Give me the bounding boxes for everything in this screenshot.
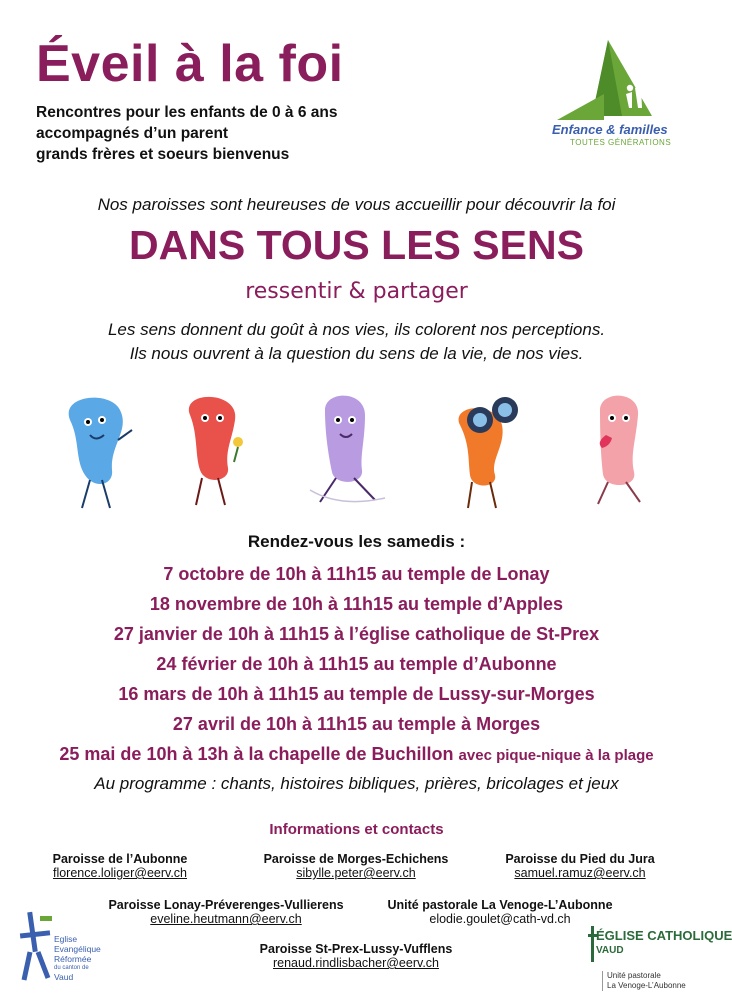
logo-line: TOUTES GÉNÉRATIONS: [570, 138, 672, 147]
eye-character-icon: [459, 397, 518, 508]
cath-line: La Venoge-L’Aubonne: [607, 981, 686, 990]
eerv-text: [54, 934, 101, 982]
subtitle-line: grands frères et soeurs bienvenus: [36, 146, 290, 163]
eerv-logo: [18, 908, 128, 998]
contact-email-link[interactable]: elodie.goulet@cath-vd.ch: [429, 912, 571, 926]
cath-subtitle: [602, 971, 686, 991]
eerv-line: Evangélique: [54, 944, 101, 954]
date-text: 16 mars de 10h à 11h15 au temple de Lussy-sur-Morges: [118, 684, 595, 704]
contact-name: Paroisse Lonay-Préverenges-Vullierens: [108, 898, 344, 912]
date-text: 27 janvier de 10h à 11h15 à l’église catholique de St-Prex: [113, 624, 600, 644]
sens-line: Ils nous ouvrent à la question du sens de la vie, de nos vies.: [129, 344, 584, 363]
cath-line: ÉGLISE CATHOLIQUE: [596, 928, 732, 943]
date-text: 27 avril de 10h à 11h15 au temple à Morges: [172, 714, 541, 734]
cath-line: Unité pastorale: [607, 971, 661, 980]
date-line: [0, 714, 713, 735]
contact-email-link[interactable]: sibylle.peter@eerv.ch: [296, 866, 416, 880]
contact-name: Paroisse du Pied du Jura: [505, 852, 655, 866]
contact-block: [380, 898, 620, 926]
contact-block: [226, 942, 486, 970]
eerv-line: Eglise: [54, 934, 78, 944]
contact-block: [495, 852, 665, 880]
contact-name: Paroisse de l’Aubonne: [52, 852, 188, 866]
contact-email-link[interactable]: samuel.ramuz@eerv.ch: [514, 866, 646, 880]
date-line: [0, 564, 713, 585]
date-text: 25 mai de 10h à 13h à la chapelle de Buchillon: [59, 744, 459, 764]
logo-line: Enfance & familles: [552, 122, 668, 137]
cath-line: VAUD: [596, 945, 624, 956]
nose-character-icon: [189, 397, 243, 505]
contact-block: [96, 898, 356, 926]
ear-character-icon: [69, 398, 132, 508]
page-title: Éveil à la foi: [36, 35, 344, 93]
contact-name: Paroisse de Morges-Echichens: [263, 852, 449, 866]
contact-name: Unité pastorale La Venoge-L’Aubonne: [387, 898, 613, 912]
date-text: 18 novembre de 10h à 11h15 au temple d’Apples: [149, 594, 564, 614]
date-text: 7 octobre de 10h à 11h15 au temple de Lonay: [163, 564, 550, 584]
date-line: [0, 684, 713, 705]
headline: DANS TOUS LES SENS: [129, 222, 584, 268]
eerv-cross-icon: [18, 908, 54, 988]
contact-email-link[interactable]: eveline.heutmann@eerv.ch: [150, 912, 302, 926]
eerv-line: Vaud: [54, 972, 74, 982]
sens-line: Les sens donnent du goût à nos vies, ils colorent nos perceptions.: [107, 320, 606, 339]
contact-email-link[interactable]: florence.loliger@eerv.ch: [52, 866, 188, 880]
contact-name: Paroisse St-Prex-Lussy-Vufflens: [259, 942, 453, 956]
date-line: [0, 654, 713, 675]
sail-logo-icon: [552, 36, 682, 124]
programme-text: Au programme : chants, histoires bibliques, prières, bricolages et jeux: [94, 774, 619, 793]
senses-illustration: [40, 390, 680, 515]
contact-block: [30, 852, 210, 880]
eglise-catholique-logo: [588, 924, 732, 1004]
hand-character-icon: [310, 396, 385, 502]
date-extra: avec pique-nique à la plage: [458, 747, 654, 764]
cath-title: [596, 928, 732, 958]
date-text: 24 février de 10h à 11h15 au temple d’Aubonne: [156, 654, 557, 674]
tagline: ressentir & partager: [245, 279, 468, 304]
tongue-character-icon: [598, 396, 640, 504]
subtitle-line: Rencontres pour les enfants de 0 à 6 ans: [36, 104, 338, 121]
subtitle-line: accompagnés d’un parent: [36, 125, 229, 142]
eerv-line: du canton de: [54, 965, 89, 971]
contact-email-link[interactable]: renaud.rindlisbacher@eerv.ch: [272, 956, 439, 970]
date-line: [0, 594, 713, 615]
rendez-vous-label: Rendez-vous les samedis :: [247, 532, 466, 551]
contacts-title: Informations et contacts: [269, 821, 444, 838]
date-line: [0, 744, 713, 765]
date-line: [0, 624, 713, 645]
intro-text: Nos paroisses sont heureuses de vous accueillir pour découvrir la foi: [97, 195, 616, 214]
enfance-familles-logo: [552, 36, 682, 146]
eerv-line: Réformée: [54, 954, 92, 964]
contact-block: [246, 852, 466, 880]
